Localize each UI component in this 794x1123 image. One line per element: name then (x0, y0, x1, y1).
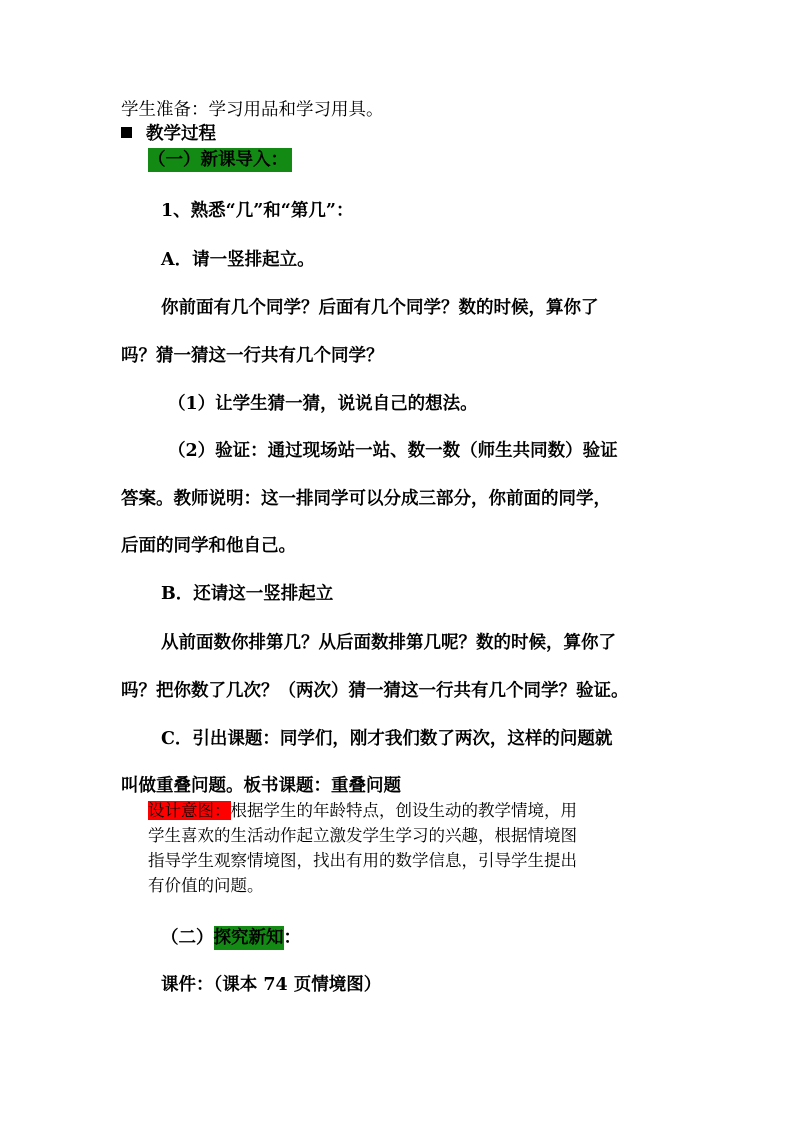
design-intent-line2: 学生喜欢的生活动作起立激发学生学习的兴趣，根据情境图 (148, 826, 577, 845)
part2-heading (161, 926, 301, 950)
part2-suffix: ： (283, 928, 301, 948)
a-label: A．请一竖排起立。 (161, 250, 315, 270)
b-label: B．还请这一竖排起立 (161, 584, 334, 604)
c-line1: C．引出课题：同学们，刚才我们数了两次，这样的问题就 (161, 729, 613, 749)
b-question-line1: 从前面数你排第几？从后面数排第几呢？数的时候，算你了 (161, 633, 616, 653)
a-question-line2: 吗？猜一猜这一行共有几个同学？ (121, 346, 384, 366)
item1-title: 1、熟悉“几”和“第几”： (161, 201, 354, 221)
part1-heading-text: （一）新课导入： (148, 148, 292, 172)
c-line2: 叫做重叠问题。板书课题：重叠问题 (121, 776, 401, 796)
step2-line3: 后面的同学和他自己。 (121, 536, 296, 556)
courseware-line: 课件：（课本 74 页情境图） (161, 975, 382, 995)
student-prep: 学生准备：学习用品和学习用具。 (121, 100, 384, 120)
part2-prefix: （二） (161, 928, 214, 948)
part1-heading (148, 148, 292, 172)
square-bullet-icon (121, 127, 132, 138)
step2-line1: （2）验证：通过现场站一站、数一数（师生共同数）验证 (168, 441, 618, 461)
design-intent-text1: 根据学生的年龄特点，创设生动的教学情境，用 (230, 801, 577, 820)
step2-line2: 答案。教师说明：这一排同学可以分成三部分，你前面的同学， (121, 489, 611, 509)
design-intent-label: 设计意图： (148, 801, 231, 820)
design-intent-line1 (148, 799, 577, 824)
section-heading (121, 122, 216, 146)
design-intent-line4: 有价值的问题。 (148, 876, 264, 895)
b-question-line2: 吗？把你数了几次？（两次）猜一猜这一行共有几个同学？验证。 (121, 681, 629, 701)
section-title: 教学过程 (146, 124, 216, 144)
step1: （1）让学生猜一猜，说说自己的想法。 (168, 394, 478, 414)
design-intent-line3: 指导学生观察情境图，找出有用的数学信息，引导学生提出 (148, 851, 577, 870)
part2-highlight: 探究新知 (213, 928, 284, 948)
a-question-line1: 你前面有几个同学？后面有几个同学？数的时候，算你了 (161, 298, 599, 318)
